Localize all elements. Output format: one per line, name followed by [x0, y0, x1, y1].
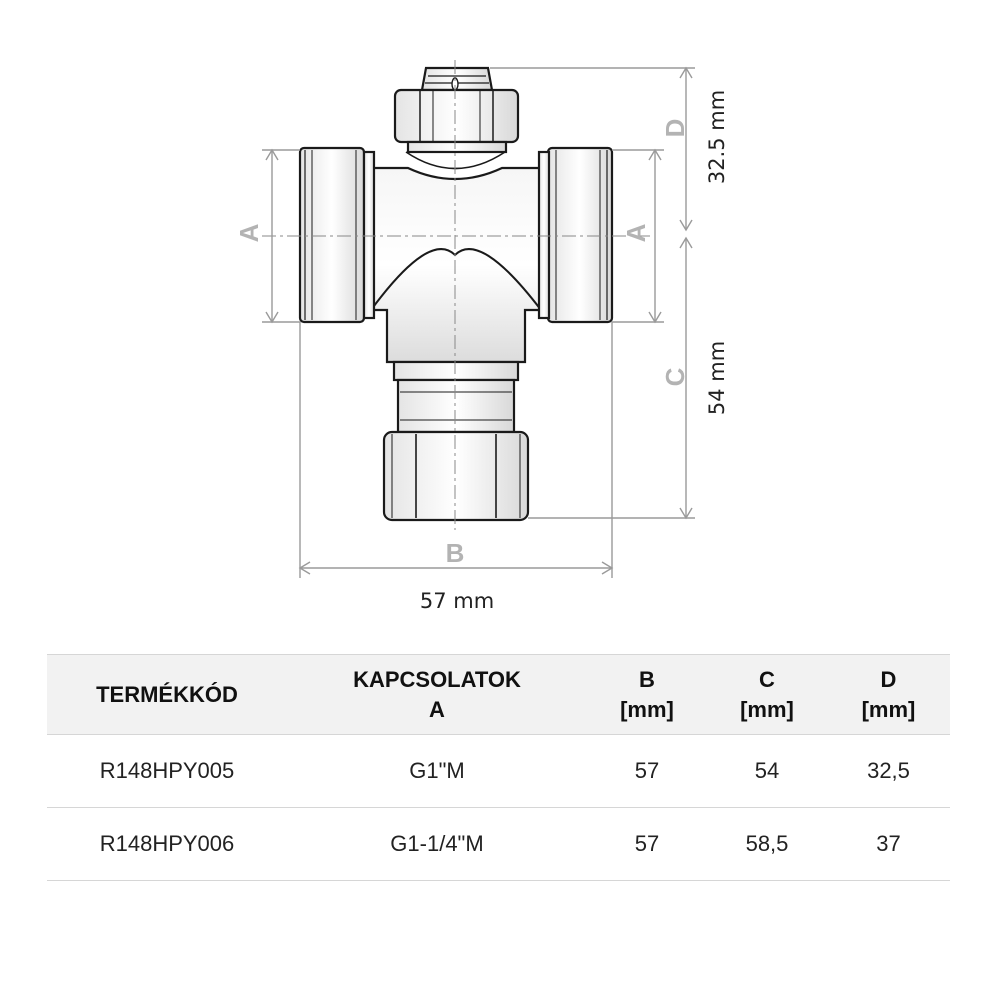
product-spec-table: [47, 654, 950, 881]
cell-c: 54: [707, 735, 827, 808]
header-c-text: C: [759, 666, 775, 692]
label-d: D: [660, 118, 690, 138]
cell-c: 58,5: [707, 808, 827, 881]
header-product-code-text: TERMÉKKÓD: [96, 681, 238, 707]
header-b: [587, 655, 707, 735]
label-b: B: [445, 538, 465, 568]
header-b-unit: [mm]: [620, 696, 674, 722]
cell-product-code: R148HPY005: [47, 735, 287, 808]
valve-body: [300, 68, 612, 520]
cell-d: 32,5: [827, 735, 950, 808]
table-header-row: [47, 655, 950, 735]
table-row: [47, 808, 950, 881]
dimension-d-value: 32.5 mm: [705, 89, 729, 185]
cell-b: 57: [587, 735, 707, 808]
cell-connection: G1"M: [287, 735, 587, 808]
header-b-text: B: [639, 666, 655, 692]
header-c-unit: [mm]: [740, 696, 794, 722]
header-product-code: [47, 655, 287, 735]
table-row: [47, 735, 950, 808]
header-connections: [287, 655, 587, 735]
cell-d: 37: [827, 808, 950, 881]
header-connections-text: KAPCSOLATOK: [353, 666, 521, 692]
dimension-b-value: 57 mm: [419, 589, 495, 613]
cell-b: 57: [587, 808, 707, 881]
cell-connection: G1-1/4"M: [287, 808, 587, 881]
dimension-c-value: 54 mm: [705, 340, 729, 416]
label-a-right: A: [621, 223, 651, 243]
header-d-unit: [mm]: [861, 696, 916, 722]
header-d: [827, 655, 950, 735]
header-c: [707, 655, 827, 735]
label-c: C: [660, 367, 690, 387]
cell-product-code: R148HPY006: [47, 808, 287, 881]
header-connections-sub: A: [429, 696, 445, 722]
label-a-left: A: [234, 223, 264, 243]
header-d-text: D: [880, 666, 897, 692]
